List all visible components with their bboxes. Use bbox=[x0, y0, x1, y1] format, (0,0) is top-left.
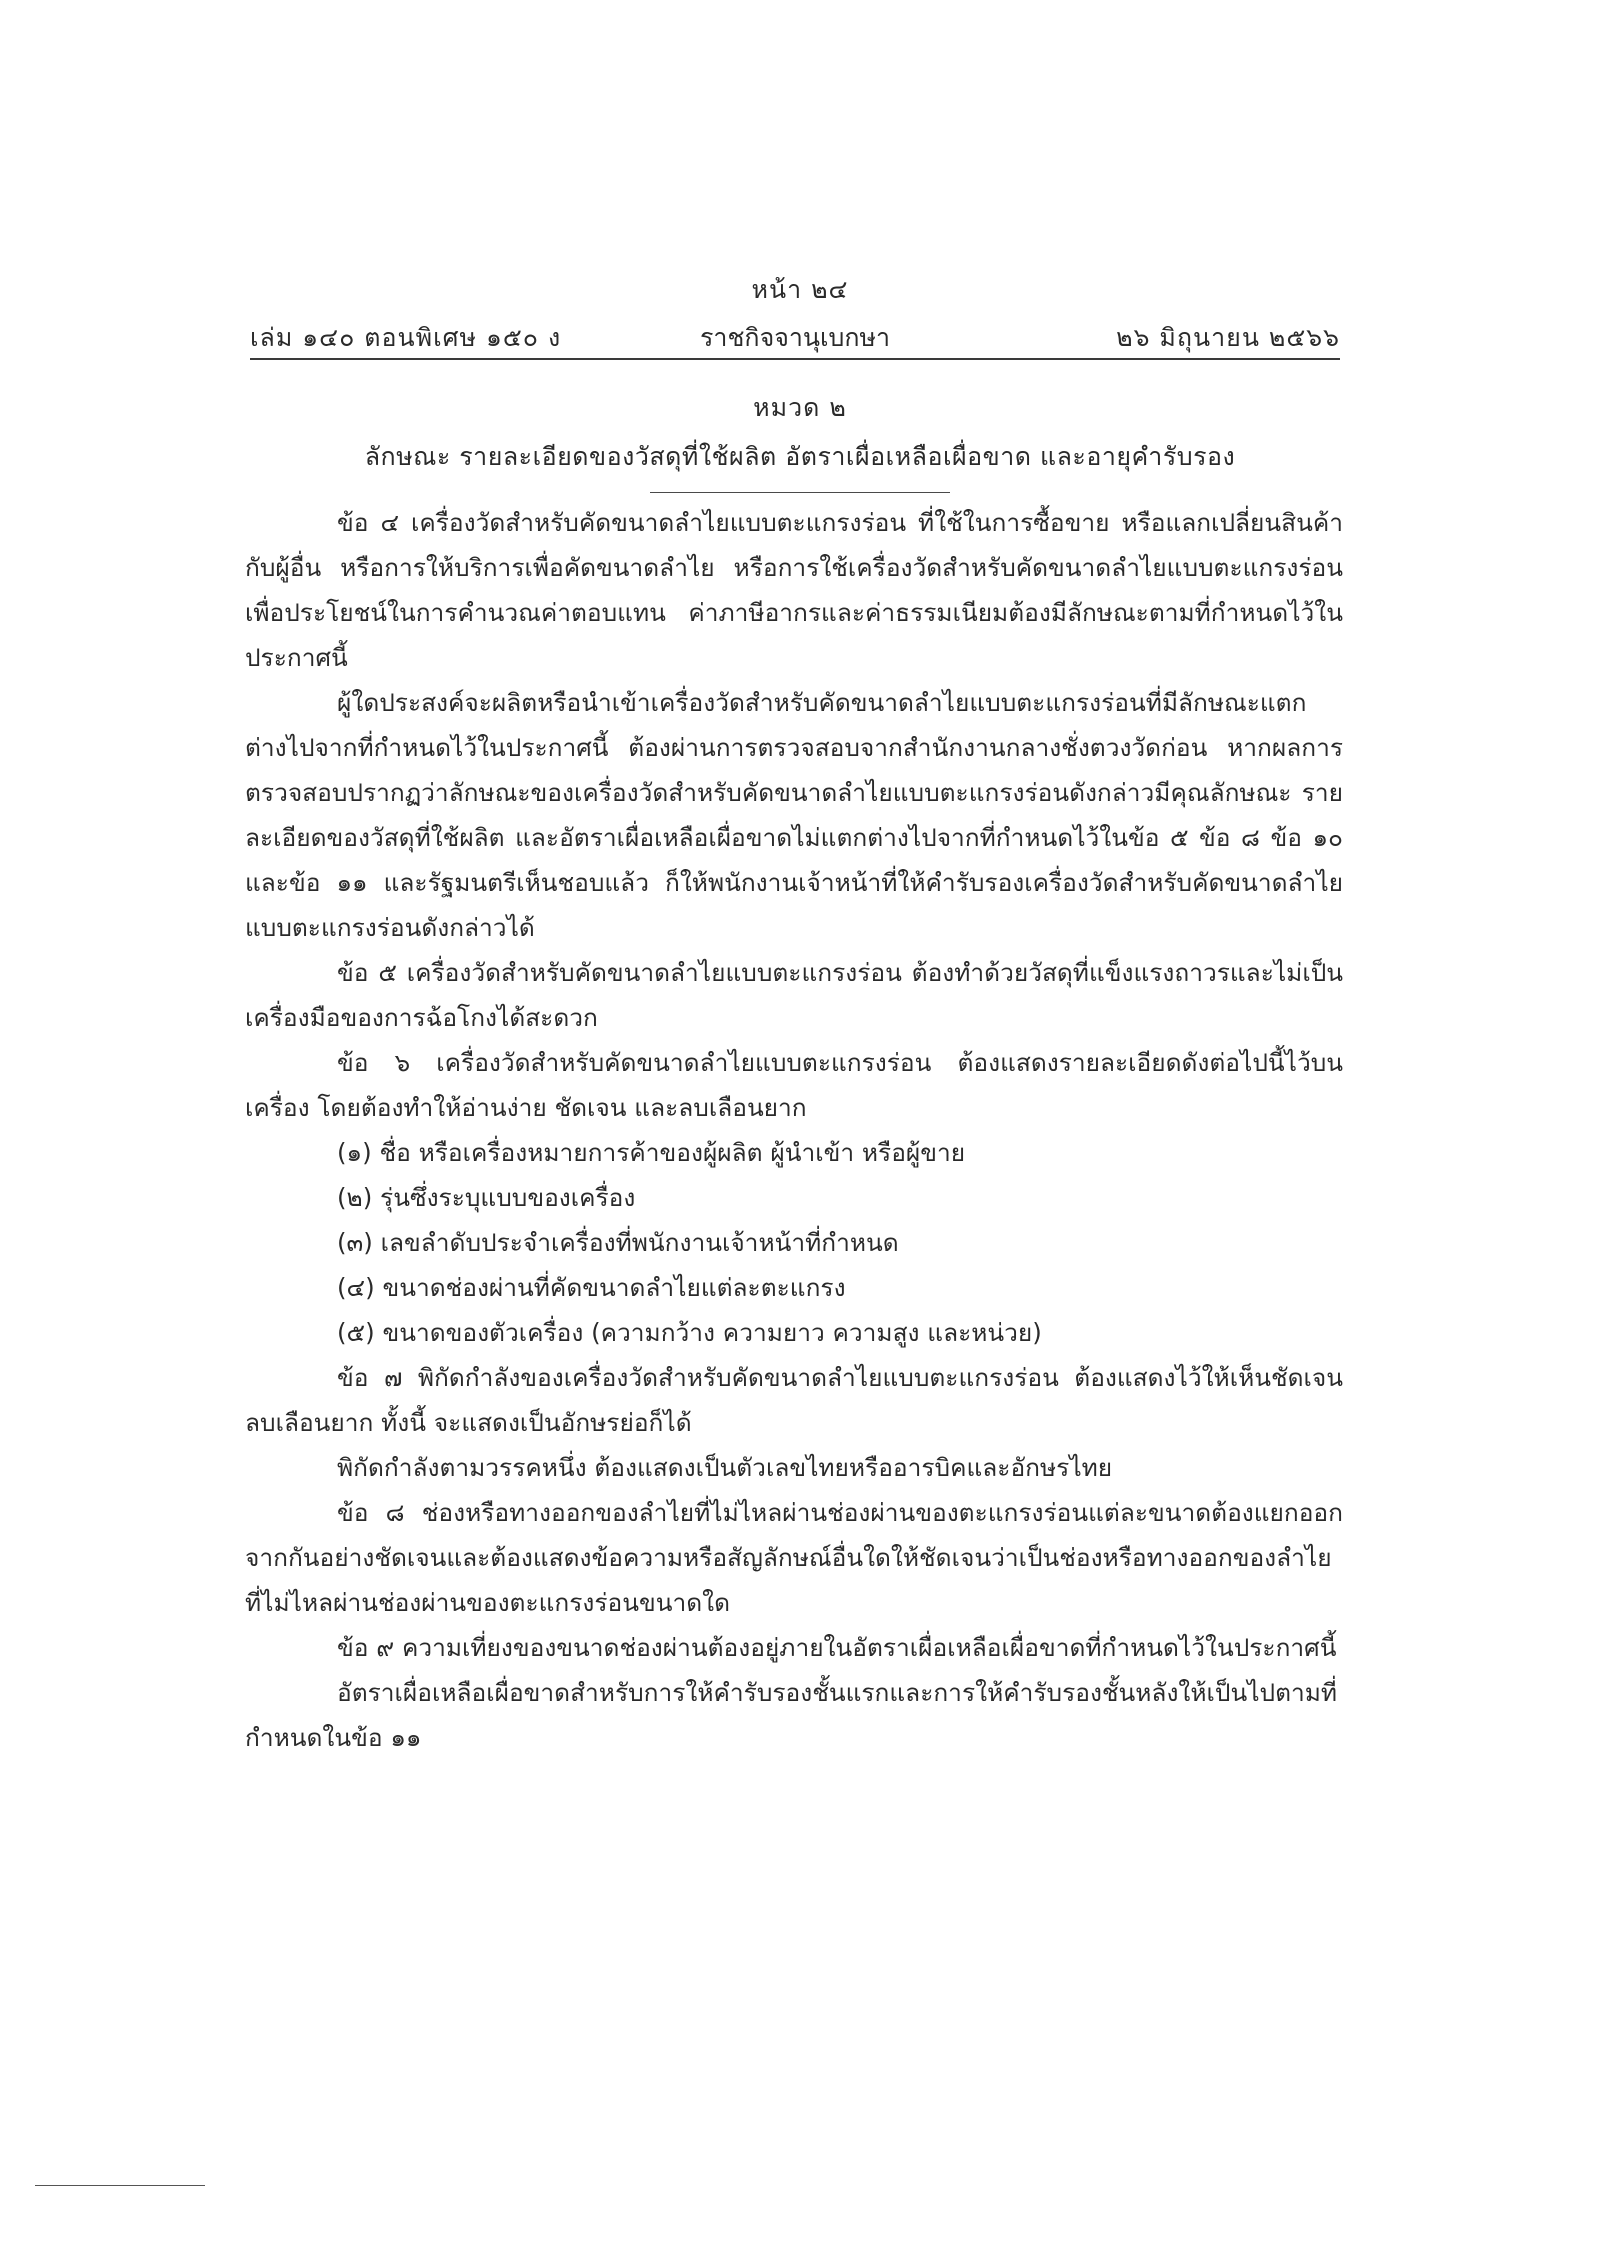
gazette-name: ราชกิจจานุเบกษา bbox=[700, 323, 891, 352]
list-item: (๒) รุ่นซึ่งระบุแบบของเครื่อง bbox=[337, 1183, 636, 1212]
chapter-title: ลักษณะ รายละเอียดของวัสดุที่ใช้ผลิต อัตราเผื่อเหลือเผื่อขาด และอายุคำรับรอง bbox=[364, 442, 1236, 471]
paragraph-clause-8: ข้อ ๘ ช่องหรือทางออกของลำไยที่ไม่ไหลผ่านช่องผ่านของตะแกรงร่อนแต่ละขนาดต้องแยกออกจากกันอย่างชัดเจนและต้องแสดงข้อความหรือสัญลักษณ์อื่นใดให้ชัดเจนว่าเป็นช่องหรือทางออกของลำไยที่ไม่ไหลผ่านช่องผ่านของตะแกรงร่อนขนาดใด bbox=[245, 1498, 1343, 1617]
paragraph-clause-6: ข้อ ๖ เครื่องวัดสำหรับคัดขนาดลำไยแบบตะแกรงร่อน ต้องแสดงรายละเอียดดังต่อไปนี้ไว้บนเครื่อง โดยต้องทำให้อ่านง่าย ชัดเจน และลบเลือนยาก bbox=[245, 1048, 1343, 1122]
list-item: (๑) ชื่อ หรือเครื่องหมายการค้าของผู้ผลิต ผู้นำเข้า หรือผู้ขาย bbox=[337, 1138, 966, 1167]
gazette-header bbox=[250, 318, 1340, 358]
paragraph-clause-4: ข้อ ๔ เครื่องวัดสำหรับคัดขนาดลำไยแบบตะแกรงร่อน ที่ใช้ในการซื้อขาย หรือแลกเปลี่ยนสินค้ากับผู้อื่น หรือการให้บริการเพื่อคัดขนาดลำไย หรือการใช้เครื่องวัดสำหรับคัดขนาดลำไยแบบตะแกรงร่อน เพื่อประโยชน์ในการคำนวณค่าตอบแทน ค่าภาษีอากรและค่าธรรมเนียมต้องมีลักษณะตามที่กำหนดไว้ในประกาศนี้ bbox=[245, 508, 1343, 672]
header-divider bbox=[250, 358, 1340, 360]
paragraph-clause-9-2: อัตราเผื่อเหลือเผื่อขาดสำหรับการให้คำรับรองชั้นแรกและการให้คำรับรองชั้นหลังให้เป็นไปตามที่กำหนดในข้อ ๑๑ bbox=[245, 1678, 1338, 1752]
paragraph-clause-9: ข้อ ๙ ความเที่ยงของขนาดช่องผ่านต้องอยู่ภายในอัตราเผื่อเหลือเผื่อขาดที่กำหนดไว้ในประกาศนี้ bbox=[337, 1633, 1337, 1662]
gazette-volume: เล่ม ๑๔๐ ตอนพิเศษ ๑๕๐ ง bbox=[250, 323, 562, 352]
chapter-number: หมวด ๒ bbox=[753, 393, 847, 422]
paragraph-clause-5: ข้อ ๕ เครื่องวัดสำหรับคัดขนาดลำไยแบบตะแกรงร่อน ต้องทำด้วยวัสดุที่แข็งแรงถาวรและไม่เป็นเครื่องมือของการฉ้อโกงได้สะดวก bbox=[245, 958, 1343, 1032]
paragraph-clause-7-2: พิกัดกำลังตามวรรคหนึ่ง ต้องแสดงเป็นตัวเลขไทยหรืออารบิคและอักษรไทย bbox=[337, 1453, 1113, 1482]
footer-rule bbox=[35, 2185, 205, 2186]
list-item: (๓) เลขลำดับประจำเครื่องที่พนักงานเจ้าหน้าที่กำหนด bbox=[337, 1228, 899, 1257]
paragraph-clause-7: ข้อ ๗ พิกัดกำลังของเครื่องวัดสำหรับคัดขนาดลำไยแบบตะแกรงร่อน ต้องแสดงไว้ให้เห็นชัดเจน ลบเลือนยาก ทั้งนี้ จะแสดงเป็นอักษรย่อก็ได้ bbox=[245, 1363, 1343, 1437]
list-item: (๕) ขนาดของตัวเครื่อง (ความกว้าง ความยาว ความสูง และหน่วย) bbox=[337, 1318, 1042, 1347]
paragraph-clause-4-2: ผู้ใดประสงค์จะผลิตหรือนำเข้าเครื่องวัดสำหรับคัดขนาดลำไยแบบตะแกรงร่อนที่มีลักษณะแตกต่างไปจากที่กำหนดไว้ในประกาศนี้ ต้องผ่านการตรวจสอบจากสำนักงานกลางชั่งตวงวัดก่อน หากผลการตรวจสอบปรากฏว่าลักษณะของเครื่องวัดสำหรับคัดขนาดลำไยแบบตะแกรงร่อนดังกล่าวมีคุณลักษณะ รายละเอียดของวัสดุที่ใช้ผลิต และอัตราเผื่อเหลือเผื่อขาดไม่แตกต่างไปจากที่กำหนดไว้ในข้อ ๕ ข้อ ๘ ข้อ ๑๐ และข้อ ๑๑ และรัฐมนตรีเห็นชอบแล้ว ก็ให้พนักงานเจ้าหน้าที่ให้คำรับรองเครื่องวัดสำหรับคัดขนาดลำไยแบบตะแกรงร่อนดังกล่าวได้ bbox=[245, 688, 1343, 942]
title-divider bbox=[650, 492, 950, 493]
list-item: (๔) ขนาดช่องผ่านที่คัดขนาดลำไยแต่ละตะแกรง bbox=[337, 1273, 846, 1302]
page-number: หน้า ๒๔ bbox=[751, 275, 849, 304]
gazette-date: ๒๖ มิถุนายน ๒๕๖๖ bbox=[1116, 323, 1340, 352]
body-text bbox=[245, 500, 1343, 1760]
